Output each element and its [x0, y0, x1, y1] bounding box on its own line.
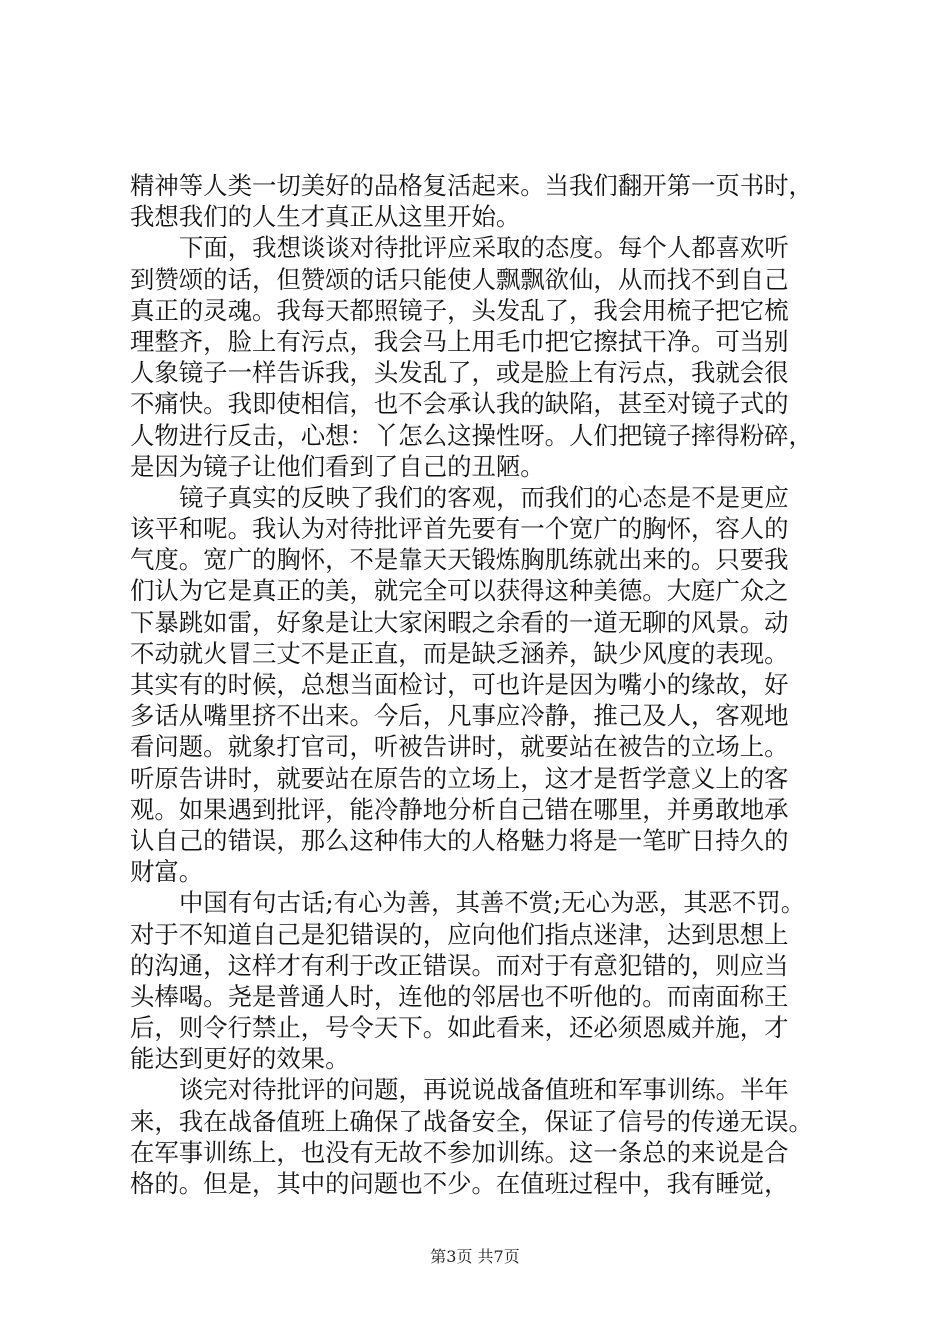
- paragraph-start-line: 镜子真实的反映了我们的客观，而我们的心态是不是更应: [179, 482, 789, 512]
- text-line: 看问题。就象打官司，听被告讲时，就要站在被告的立场上。: [130, 732, 789, 762]
- text-line: 精神等人类一切美好的品格复活起来。当我们翻开第一页书时，: [130, 171, 813, 200]
- text-line: 后，则令行禁止，号令天下。如此看来，还必须恩威并施，才: [130, 1013, 789, 1043]
- text-line: 的沟通，这样才有利于改正错误。而对于有意犯错的，则应当: [130, 950, 789, 980]
- text-line: 对于不知道自己是犯错误的，应向他们指点迷津，达到思想上: [130, 919, 789, 949]
- text-line: 人物进行反击，心想：丫怎么这操性呀。人们把镜子摔得粉碎，: [130, 420, 813, 450]
- text-line: 气度。宽广的胸怀，不是靠天天锻炼胸肌练就出来的。只要我: [130, 545, 789, 575]
- paragraph-start-line: 下面，我想谈谈对待批评应采取的态度。每个人都喜欢听: [179, 233, 789, 263]
- text-line: 我想我们的人生才真正从这里开始。: [130, 202, 521, 232]
- text-line: 其实有的时候，总想当面检讨，可也许是因为嘴小的缘故，好: [130, 670, 789, 699]
- paragraph-start-line: 谈完对待批评的问题，再说说战备值班和军事训练。半年: [179, 1075, 789, 1105]
- paragraph-start-line: 中国有句古话;有心为善，其善不赏;无心为恶，其恶不罚。: [179, 888, 806, 918]
- text-line: 该平和呢。我认为对待批评首先要有一个宽广的胸怀，容人的: [130, 514, 789, 544]
- text-line: 观。如果遇到批评，能冷静地分析自己错在哪里，并勇敢地承: [130, 794, 789, 824]
- text-line: 格的。但是，其中的问题也不少。在值班过程中，我有睡觉，: [130, 1169, 789, 1198]
- page-number-footer: 第3页 共7页: [430, 1247, 520, 1266]
- text-line: 下暴跳如雷，好象是让大家闲暇之余看的一道无聊的风景。动: [130, 607, 789, 637]
- document-body: [130, 170, 830, 1199]
- text-line: 是因为镜子让他们看到了自己的丑陋。: [130, 451, 545, 481]
- text-line: 在军事训练上，也没有无故不参加训练。这一条总的来说是合: [130, 1137, 789, 1167]
- text-line: 认自己的错误，那么这种伟大的人格魅力将是一笔旷日持久的: [130, 825, 789, 855]
- text-line: 不痛快。我即使相信，也不会承认我的缺陷，甚至对镜子式的: [130, 389, 789, 419]
- text-line: 听原告讲时，就要站在原告的立场上，这才是哲学意义上的客: [130, 763, 789, 793]
- text-line: 多话从嘴里挤不出来。今后，凡事应冷静，推己及人，客观地: [130, 701, 789, 731]
- text-line: 财富。: [130, 857, 204, 887]
- text-line: 能达到更好的效果。: [130, 1044, 350, 1074]
- text-line: 到赞颂的话，但赞颂的话只能使人飘飘欲仙，从而找不到自己: [130, 264, 789, 294]
- text-line: 不动就火冒三丈不是正直，而是缺乏涵养，缺少风度的表现。: [130, 638, 789, 668]
- text-line: 人象镜子一样告诉我，头发乱了，或是脸上有污点，我就会很: [130, 358, 789, 388]
- text-line: 理整齐，脸上有污点，我会马上用毛巾把它擦拭干净。可当别: [130, 326, 789, 356]
- text-line: 们认为它是真正的美，就完全可以获得这种美德。大庭广众之: [130, 576, 789, 606]
- text-line: 头棒喝。尧是普通人时，连他的邻居也不听他的。而南面称王: [130, 981, 789, 1011]
- text-line: 真正的灵魂。我每天都照镜子，头发乱了，我会用梳子把它梳: [130, 295, 789, 325]
- text-line: 来，我在战备值班上确保了战备安全，保证了信号的传递无误。: [130, 1106, 813, 1136]
